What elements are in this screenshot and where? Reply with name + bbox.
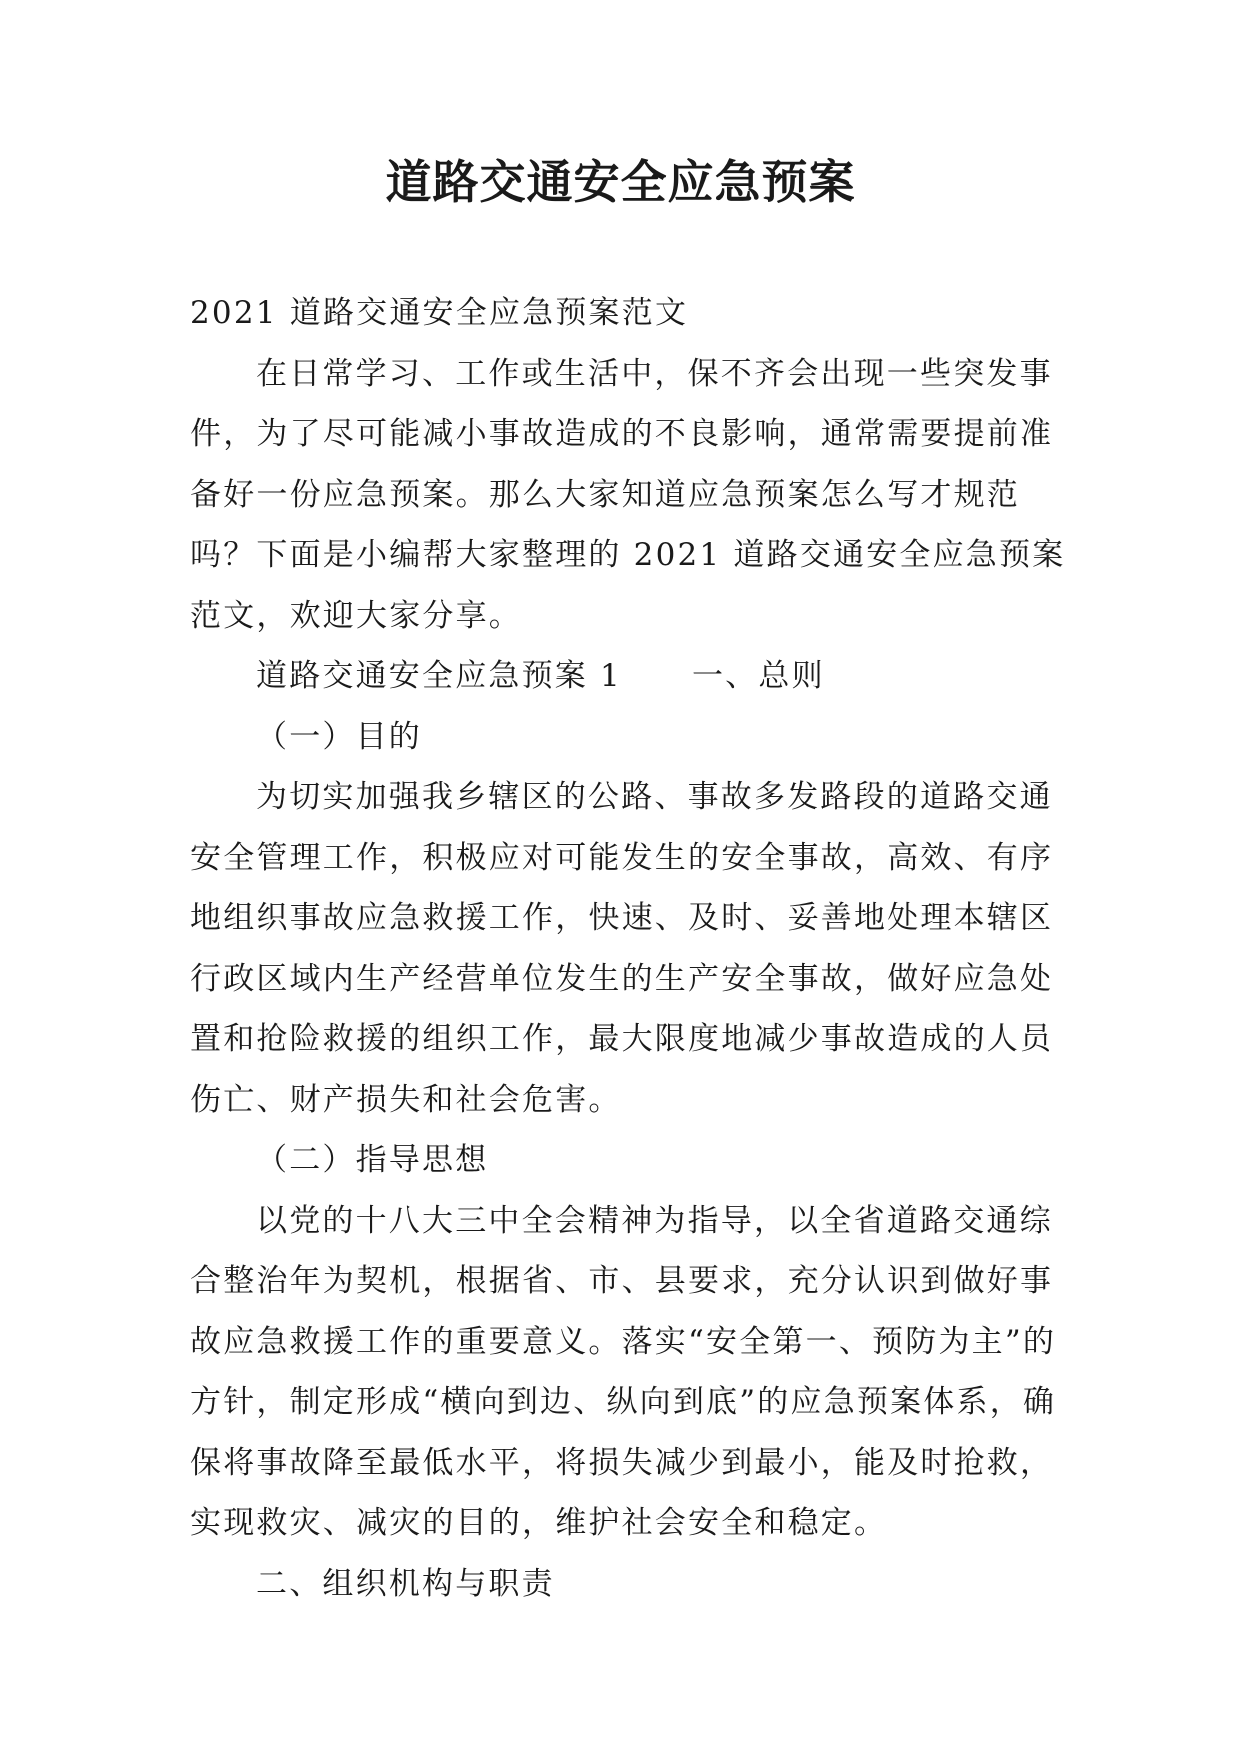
intro-paragraph: 在日常学习、工作或生活中，保不齐会出现一些突发事件，为了尽可能减小事故造成的不良影响，通常需要提前准备好一份应急预案。那么大家知道应急预案怎么写才规范吗？下面是小编帮大家整理的 2021 道路交通安全应急预案范文，欢迎大家分享。 — [190, 355, 1066, 634]
document-title: 道路交通安全应急预案 — [385, 155, 856, 209]
section1-heading: 一、总则 — [691, 658, 825, 694]
sub1-heading: （一）目的 — [256, 718, 422, 755]
sub2-paragraph: 以党的十八大三中全会精神为指导，以全省道路交通综合整治年为契机，根据省、市、县要求，充分认识到做好事故应急救援工作的重要意义。落实“安全第一、预防为主”的方针，制定形成“横向到边、纵向到底”的应急预案体系，确保将事故降至最低水平，将损失减少到最小，能及时抢救，实现救灾、减灾的目的，维护社会安全和稳定。 — [190, 1202, 1057, 1541]
document-subtitle: 2021 道路交通安全应急预案范文 — [190, 295, 689, 331]
section2-heading: 二、组织机构与职责 — [256, 1565, 555, 1602]
plan-heading-line — [190, 646, 1070, 707]
sub2-heading: （二）指导思想 — [256, 1142, 489, 1178]
document-body — [190, 283, 1070, 1614]
plan-heading: 道路交通安全应急预案 1 — [256, 658, 622, 694]
sub1-paragraph: 为切实加强我乡辖区的公路、事故多发路段的道路交通安全管理工作，积极应对可能发生的安全事故，高效、有序地组织事故应急救援工作，快速、及时、妥善地处理本辖区行政区域内生产经营单位发生的生产安全事故，做好应急处置和抢险救援的组织工作，最大限度地减少事故造成的人员伤亡、财产损失和社会危害。 — [190, 779, 1054, 1118]
